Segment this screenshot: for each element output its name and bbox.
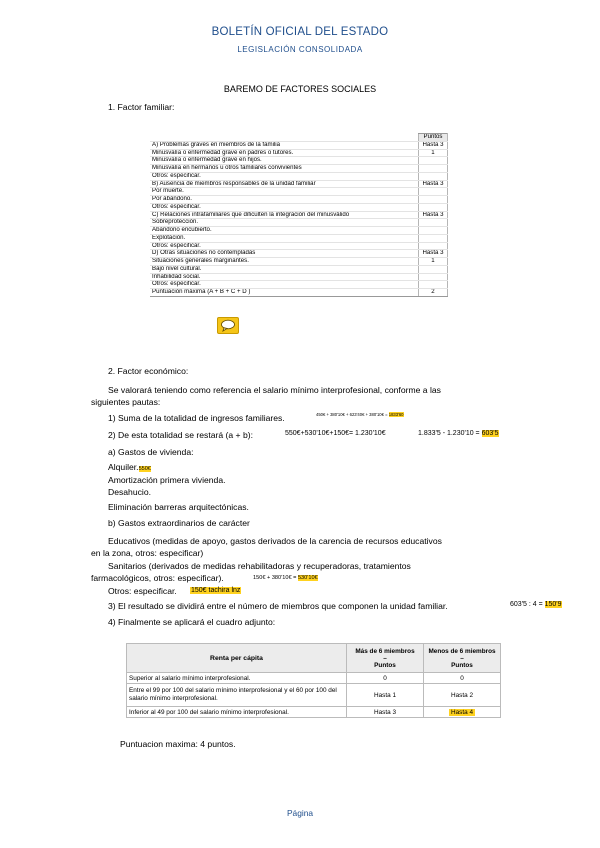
factor-label: Puntuación máxima (A + B + C + D ): [150, 289, 419, 297]
step-2-calc: 1.833'5 - 1.230'10 = 603'5: [418, 430, 499, 437]
factor-points: Hasta 3: [419, 141, 448, 149]
factor-points: [419, 281, 448, 289]
gastos-vivienda-title: a) Gastos de vivienda:: [108, 447, 194, 457]
table-row: [150, 188, 448, 196]
table-row: [150, 234, 448, 242]
table-row: [150, 196, 448, 204]
factor-label: Otros: especificar.: [150, 203, 419, 211]
table-row: [150, 273, 448, 281]
renta-row-value-a: Hasta 1: [347, 684, 424, 707]
factor-header-blank: [150, 134, 419, 142]
puntuacion-maxima: Puntuacion maxima: 4 puntos.: [120, 739, 236, 749]
table-row: [150, 211, 448, 219]
factor-label: D) Otras situaciones no contempladas: [150, 250, 419, 258]
table-row: [150, 180, 448, 188]
table-row: [150, 157, 448, 165]
renta-row-label: Inferior al 49 por 100 del salario mínimo interprofesional.: [127, 707, 347, 718]
table-row: [150, 165, 448, 173]
factor-label: Abandono encubierto.: [150, 227, 419, 235]
table-row: [150, 250, 448, 258]
factor-label: Inhabilidad social.: [150, 273, 419, 281]
renta-row-value-b: 0: [424, 673, 501, 684]
renta-row-value-a: 0: [347, 673, 424, 684]
factor-points: [419, 203, 448, 211]
renta-header-label: Renta per cápita: [127, 644, 347, 673]
factor-label: Bajo nivel cultural.: [150, 265, 419, 273]
step-3: 3) El resultado se dividirá entre el número de miembros que componen la unidad familiar.: [108, 601, 448, 611]
factor-label: Sobreprotección.: [150, 219, 419, 227]
table-row: [150, 203, 448, 211]
table-row: [150, 242, 448, 250]
factor-points: Hasta 3: [419, 250, 448, 258]
factor-points: [419, 227, 448, 235]
renta-row-value-a: Hasta 3: [347, 707, 424, 718]
table-row: [150, 172, 448, 180]
factor-points: [419, 273, 448, 281]
factor-label: Por abandono.: [150, 196, 419, 204]
otros-item: Otros: especificar.: [108, 586, 177, 596]
factor-points: 1: [419, 258, 448, 266]
factor-points: [419, 172, 448, 180]
section-factor-familiar: 1. Factor familiar:: [108, 102, 175, 112]
table-row: [150, 227, 448, 235]
section-factor-economico: 2. Factor económico:: [108, 366, 189, 376]
alquiler-item: Alquiler.550€: [108, 462, 151, 472]
factor-label: Explotación.: [150, 234, 419, 242]
renta-row-value-b: Hasta 2: [424, 684, 501, 707]
table-row: [127, 707, 501, 718]
table-row: [150, 281, 448, 289]
table-row: [127, 673, 501, 684]
factor-label: A) Problemas graves en miembros de la familia: [150, 141, 419, 149]
factor-label: Otros: especificar.: [150, 242, 419, 250]
factor-label: Minusvalía o enfermedad grave en padres o tutores.: [150, 149, 419, 157]
renta-row-value-b: Hasta 4: [424, 707, 501, 718]
factor-label: Otros: especificar.: [150, 172, 419, 180]
document-title: BAREMO DE FACTORES SOCIALES: [223, 84, 377, 94]
factor-points: [419, 234, 448, 242]
renta-row-label: Superior al salario mínimo interprofesional.: [127, 673, 347, 684]
step-2: 2) De esta totalidad se restará (a + b):: [108, 430, 253, 440]
factor-points: Hasta 3: [419, 211, 448, 219]
factor-points: [419, 219, 448, 227]
renta-per-capita-table: [126, 643, 501, 718]
factor-points: Hasta 3: [419, 180, 448, 188]
comment-annotation[interactable]: [217, 317, 239, 334]
factor-table-header: [150, 134, 448, 142]
factor-points: [419, 242, 448, 250]
step-1: 1) Suma de la totalidad de ingresos familiares.: [108, 413, 285, 423]
col-menos-6-header: Menos de 6 miembros – Puntos: [424, 644, 501, 673]
intro-line-2: siguientes pautas:: [91, 397, 161, 407]
factor-label: Minusvalía o enfermedad grave en hijos.: [150, 157, 419, 165]
factor-label: C) Relaciones intrafamiliares que dificulten la integración del minusválido: [150, 211, 419, 219]
factor-label: Minusvalía en hermanos u otros familiares convivientes: [150, 165, 419, 173]
renta-row-label: Entre el 99 por 100 del salario mínimo interprofesional y el 60 por 100 del salario mínimo interprofesional.: [127, 684, 347, 707]
intro-line-1: Se valorará teniendo como referencia el salario mínimo interprofesional, conforme a las: [108, 385, 441, 395]
factor-points: [419, 188, 448, 196]
factor-label: Situaciones generales marginantes.: [150, 258, 419, 266]
desahucio-item: Desahucio.: [108, 487, 151, 497]
page-footer: Página: [286, 808, 314, 818]
factor-header-points: Puntos: [419, 134, 448, 142]
sanitarios-note: 150€ + 380'10€ = 530'10€: [253, 575, 318, 581]
bulletin-title: BOLETÍN OFICIAL DEL ESTADO: [211, 26, 389, 38]
factor-points: [419, 265, 448, 273]
bulletin-subtitle: LEGISLACIÓN CONSOLIDADA: [237, 45, 363, 54]
table-row: [127, 684, 501, 707]
comment-bubble-icon: [220, 319, 236, 332]
table-row: [150, 219, 448, 227]
factor-points: [419, 196, 448, 204]
factor-label: Por muerte.: [150, 188, 419, 196]
renta-table-header: [127, 644, 501, 673]
educativos-line-1: Educativos (medidas de apoyo, gastos derivados de la carencia de recursos educativos: [108, 536, 442, 546]
factor-label: Otros: especificar.: [150, 281, 419, 289]
step-1-note: 450€ + 380'10€ + 623'40€ + 380'10€ = 1833'60: [316, 412, 404, 417]
factor-familiar-table: [150, 133, 448, 297]
factor-points: [419, 157, 448, 165]
factor-points: 1: [419, 149, 448, 157]
educativos-line-2: en la zona, otros: especificar): [91, 548, 204, 558]
col-mas-6-header: Más de 6 miembros – Puntos: [347, 644, 424, 673]
step-2-note: 550€+530'10€+150€= 1.230'10€: [285, 430, 386, 437]
step-3-calc: 603'5 : 4 = 150'9: [510, 601, 562, 608]
table-row: [150, 265, 448, 273]
factor-points: [419, 165, 448, 173]
amortizacion-item: Amortización primera vivienda.: [108, 475, 226, 485]
gastos-extraordinarios-title: b) Gastos extraordinarios de carácter: [108, 518, 250, 528]
sanitarios-line-2: farmacológicos, otros: especificar).: [91, 573, 224, 583]
otros-note: 150€ tachira lnz: [191, 587, 241, 594]
sanitarios-line-1: Sanitarios (derivados de medidas rehabilitadoras y recuperadoras, tratamientos: [108, 561, 411, 571]
factor-label: B) Ausencia de miembros responsables de la unidad familiar: [150, 180, 419, 188]
eliminacion-item: Eliminación barreras arquitectónicas.: [108, 502, 249, 512]
table-row: [150, 149, 448, 157]
table-row: [150, 258, 448, 266]
table-row: [150, 141, 448, 149]
step-4: 4) Finalmente se aplicará el cuadro adjunto:: [108, 617, 276, 627]
table-row: [150, 289, 448, 297]
factor-points: 2: [419, 289, 448, 297]
